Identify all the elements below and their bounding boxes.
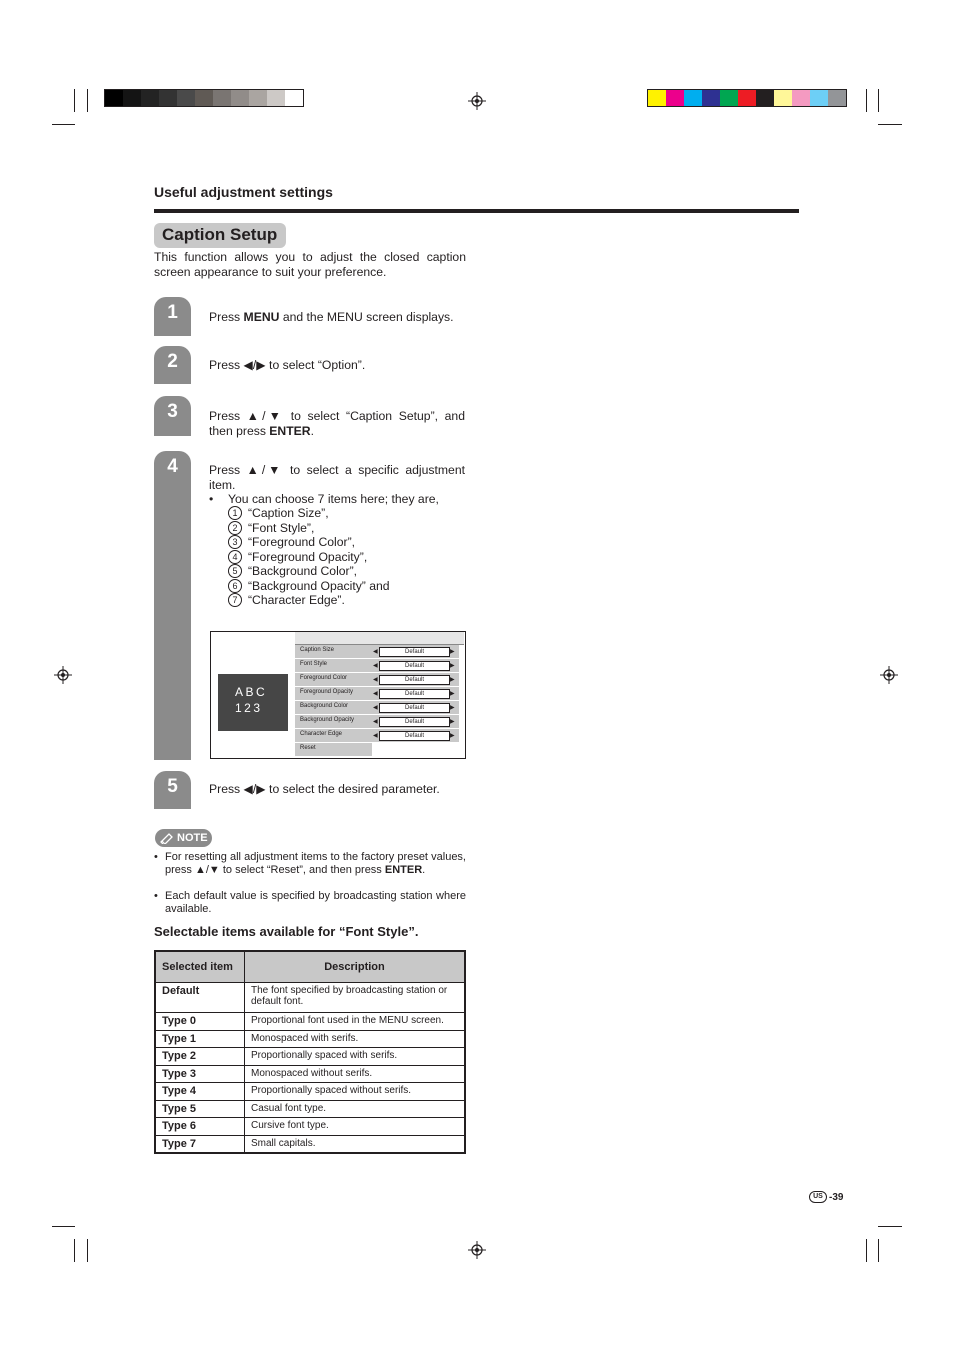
step-1-text: Press MENU and the MENU screen displays. <box>209 310 454 324</box>
adjust-item <box>228 550 390 565</box>
font-style-table-title: Selectable items available for “Font Style”. <box>154 924 419 939</box>
table-cell-description: Casual font type. <box>245 1100 466 1118</box>
circled-number: 2 <box>228 521 242 535</box>
adjust-item-label: “Foreground Opacity”, <box>248 549 368 564</box>
adjust-items-list <box>228 506 390 608</box>
crop-mark <box>87 1239 88 1262</box>
menu-row-value: Default <box>379 689 450 699</box>
table-row <box>155 1083 465 1101</box>
table-header-row <box>155 951 465 983</box>
table-cell-item: Type 4 <box>155 1083 245 1101</box>
step-3-line-1: Press ▲/▼ to select “Caption Setup”, and <box>209 409 465 423</box>
region-badge: US <box>809 1191 827 1203</box>
color-swatch <box>249 90 267 106</box>
menu-row-label: Background Opacity <box>300 717 355 723</box>
step-4-line-2: item. <box>209 477 236 492</box>
menu-row-value: Default <box>379 647 450 657</box>
crop-mark <box>74 89 75 112</box>
caption-preview <box>218 674 288 731</box>
menu-row[interactable] <box>295 645 459 658</box>
crop-mark <box>74 1239 75 1262</box>
circled-number: 4 <box>228 550 242 564</box>
table-row <box>155 1135 465 1153</box>
registration-mark-icon <box>468 1241 486 1259</box>
table-cell-item: Default <box>155 983 245 1013</box>
menu-row-value: Default <box>379 731 450 741</box>
crop-mark <box>878 1226 902 1227</box>
menu-row[interactable] <box>295 729 459 742</box>
right-arrow-icon[interactable]: ▶ <box>450 733 455 739</box>
circled-number: 7 <box>228 593 242 607</box>
adjust-item-label: “Background Color”, <box>248 564 358 578</box>
adjust-item <box>228 593 390 608</box>
color-swatch <box>159 90 177 106</box>
page-title: Caption Setup <box>154 223 286 248</box>
step-number-tab: 3 <box>154 396 191 436</box>
color-swatch <box>285 90 303 106</box>
table-cell-item: Type 2 <box>155 1048 245 1066</box>
font-style-table <box>154 950 466 1154</box>
color-swatch <box>213 90 231 106</box>
menu-reset-item[interactable] <box>295 743 372 756</box>
section-divider <box>154 209 799 213</box>
menu-row[interactable] <box>295 687 459 700</box>
step-3-line-2: then press ENTER. <box>209 423 314 438</box>
adjust-item <box>228 579 390 594</box>
registration-mark-icon <box>468 92 486 110</box>
table-cell-description: Proportionally spaced without serifs. <box>245 1083 466 1101</box>
registration-mark-icon <box>880 666 898 684</box>
intro-paragraph: This function allows you to adjust the closed caption screen appearance to suit your preference. <box>154 250 466 279</box>
left-arrow-icon[interactable]: ◀ <box>373 677 378 683</box>
color-swatch <box>105 90 123 106</box>
pencil-icon <box>160 832 174 844</box>
color-swatch <box>267 90 285 106</box>
table-cell-description: Small capitals. <box>245 1135 466 1153</box>
crop-mark <box>866 1239 867 1262</box>
column-header: Description <box>245 951 466 983</box>
circled-number: 5 <box>228 564 242 578</box>
adjust-item <box>228 535 390 550</box>
adjust-item-label: “Character Edge”. <box>248 593 345 607</box>
color-swatch <box>738 90 756 106</box>
caption-setup-menu-screen <box>210 631 466 759</box>
color-swatch <box>123 90 141 106</box>
section-label: Useful adjustment settings <box>154 184 333 200</box>
right-arrow-icon[interactable]: ▶ <box>450 677 455 683</box>
page-number <box>809 1191 843 1203</box>
circled-number: 3 <box>228 535 242 549</box>
table-row <box>155 1048 465 1066</box>
menu-row-label: Background Color <box>300 703 349 709</box>
bullet-glyph: • <box>154 890 158 902</box>
color-calibration-bar <box>647 89 847 107</box>
table-cell-description: Cursive font type. <box>245 1118 466 1136</box>
table-cell-item: Type 5 <box>155 1100 245 1118</box>
note-item <box>154 851 466 891</box>
note-text: For resetting all adjustment items to the factory preset values, press ▲/▼ to select “Reset”, and then press ENTER. <box>165 851 466 876</box>
table-row <box>155 1030 465 1048</box>
table-cell-item: Type 1 <box>155 1030 245 1048</box>
crop-mark <box>52 1226 75 1227</box>
table-cell-description: Monospaced with serifs. <box>245 1030 466 1048</box>
table-row <box>155 983 465 1013</box>
color-swatch <box>231 90 249 106</box>
menu-row-label: Foreground Color <box>300 675 348 681</box>
column-header: Selected item <box>155 951 245 983</box>
registration-mark-icon <box>54 666 72 684</box>
table-cell-description: Proportionally spaced with serifs. <box>245 1048 466 1066</box>
step-number-tab: 2 <box>154 346 191 384</box>
gray-calibration-bar <box>104 89 304 107</box>
page-number-text: -39 <box>829 1191 844 1203</box>
circled-number: 1 <box>228 506 242 520</box>
adjust-item-label: “Font Style”, <box>248 520 315 535</box>
step-4-line-1: Press ▲/▼ to select a specific adjustment <box>209 463 465 477</box>
step-number-tab: 4 <box>154 451 191 760</box>
bullet-glyph: • <box>154 851 158 863</box>
table-cell-description: Proportional font used in the MENU screen. <box>245 1013 466 1031</box>
right-arrow-icon[interactable]: ▶ <box>450 691 455 697</box>
menu-row[interactable] <box>295 673 459 686</box>
color-swatch <box>720 90 738 106</box>
color-swatch <box>702 90 720 106</box>
table-cell-item: Type 6 <box>155 1118 245 1136</box>
menu-rows <box>295 645 459 756</box>
preview-line-1: ABC <box>235 685 268 699</box>
adjust-item-label: “Foreground Color”, <box>248 535 356 549</box>
step-3-text <box>209 409 465 438</box>
adjust-item-label: “Background Opacity” and <box>248 578 390 593</box>
note-label: NOTE <box>177 832 208 844</box>
right-arrow-icon[interactable]: ▶ <box>450 663 455 669</box>
adjust-item <box>228 564 390 579</box>
menu-row-label: Foreground Opacity <box>300 689 354 695</box>
table-row <box>155 1065 465 1083</box>
crop-mark <box>878 89 879 112</box>
color-swatch <box>177 90 195 106</box>
preview-line-2: 123 <box>235 701 263 715</box>
color-swatch <box>648 90 666 106</box>
crop-mark <box>878 1239 879 1262</box>
right-arrow-icon[interactable]: ▶ <box>450 719 455 725</box>
adjust-item-label: “Caption Size”, <box>248 506 329 520</box>
note-item <box>154 890 466 918</box>
menu-row[interactable] <box>295 715 459 728</box>
left-arrow-icon[interactable]: ◀ <box>373 691 378 697</box>
table-cell-description: The font specified by broadcasting station or default font. <box>245 983 466 1013</box>
menu-row[interactable] <box>295 701 459 714</box>
color-swatch <box>141 90 159 106</box>
note-text: Each default value is specified by broadcasting station where available. <box>165 890 466 915</box>
color-swatch <box>666 90 684 106</box>
adjust-item <box>228 521 390 536</box>
crop-mark <box>866 89 867 112</box>
crop-mark <box>87 89 88 112</box>
menu-row-value: Default <box>379 703 450 713</box>
table-row <box>155 1118 465 1136</box>
step-4-text <box>209 463 465 492</box>
step-number-tab: 5 <box>154 771 191 809</box>
color-swatch <box>774 90 792 106</box>
step-2-text: Press ◀/▶ to select “Option”. <box>209 358 366 372</box>
step-number-tab: 1 <box>154 297 191 336</box>
menu-row-value: Default <box>379 661 450 671</box>
note-badge <box>155 829 212 847</box>
menu-reset-label: Reset <box>300 745 316 751</box>
color-swatch <box>792 90 810 106</box>
crop-mark <box>52 124 75 125</box>
menu-row-value: Default <box>379 675 450 685</box>
bullet-text: You can choose 7 items here; they are, <box>228 492 439 506</box>
circled-number: 6 <box>228 579 242 593</box>
right-arrow-icon[interactable]: ▶ <box>450 705 455 711</box>
table-row <box>155 1013 465 1031</box>
color-swatch <box>684 90 702 106</box>
color-swatch <box>828 90 846 106</box>
color-swatch <box>810 90 828 106</box>
color-swatch <box>195 90 213 106</box>
menu-header-bar <box>295 632 464 645</box>
menu-row[interactable] <box>295 659 459 672</box>
left-arrow-icon[interactable]: ◀ <box>373 733 378 739</box>
crop-mark <box>878 124 902 125</box>
menu-row-label: Font Style <box>300 661 328 667</box>
right-arrow-icon[interactable]: ▶ <box>450 649 455 655</box>
left-arrow-icon[interactable]: ◀ <box>373 705 378 711</box>
table-cell-item: Type 7 <box>155 1135 245 1153</box>
step-5-text: Press ◀/▶ to select the desired parameter. <box>209 782 440 796</box>
menu-row-value: Default <box>379 717 450 727</box>
table-row <box>155 1100 465 1118</box>
bullet-glyph: • <box>209 492 214 506</box>
left-arrow-icon[interactable]: ◀ <box>373 719 378 725</box>
menu-row-label: Caption Size <box>300 647 335 653</box>
adjust-item <box>228 506 390 521</box>
left-arrow-icon[interactable]: ◀ <box>373 663 378 669</box>
color-swatch <box>756 90 774 106</box>
left-arrow-icon[interactable]: ◀ <box>373 649 378 655</box>
step-4-bullet <box>209 492 469 507</box>
table-cell-description: Monospaced without serifs. <box>245 1065 466 1083</box>
menu-row-label: Character Edge <box>300 731 343 737</box>
table-cell-item: Type 0 <box>155 1013 245 1031</box>
table-cell-item: Type 3 <box>155 1065 245 1083</box>
